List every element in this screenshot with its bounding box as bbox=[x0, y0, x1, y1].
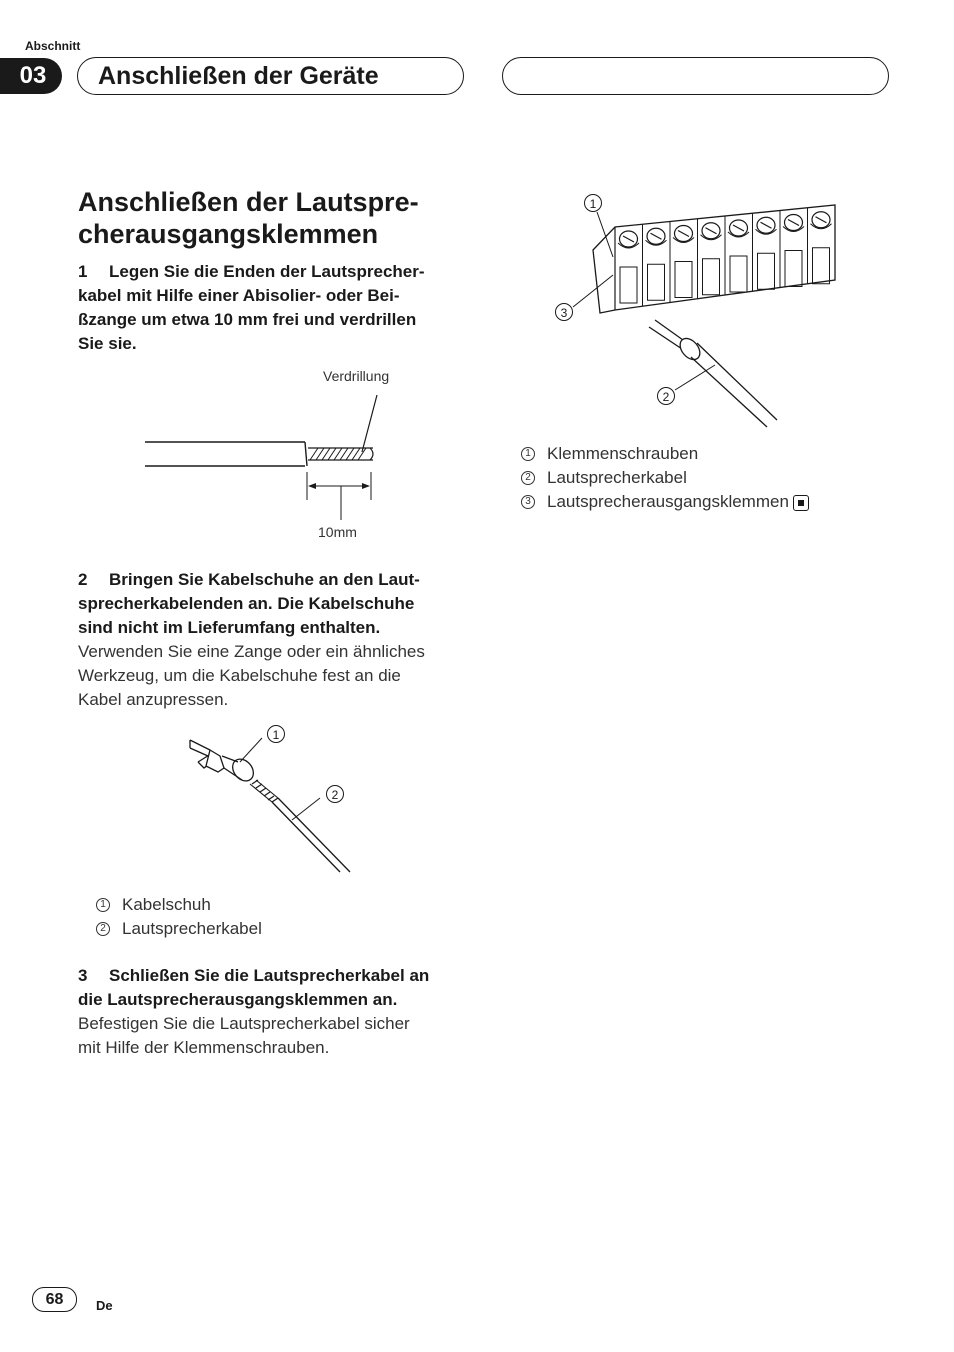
step-1-line: ßzange um etwa 10 mm frei und verdrillen bbox=[78, 310, 417, 329]
step-3 bbox=[78, 964, 463, 1012]
end-of-section-icon bbox=[793, 495, 809, 511]
legend-item bbox=[521, 490, 809, 514]
crimp-lug-figure bbox=[180, 722, 370, 882]
step-2-body-line: Verwenden Sie eine Zange oder ein ähnliches bbox=[78, 642, 425, 661]
step-2-line: sprecherkabelenden an. Die Kabelschuhe bbox=[78, 594, 415, 613]
legend-item bbox=[521, 442, 809, 466]
legend-number: 1 bbox=[521, 447, 535, 461]
legend-text: Kabelschuh bbox=[122, 895, 211, 914]
terminal-block-illustration bbox=[545, 185, 850, 435]
legend-item bbox=[96, 917, 262, 941]
step-1-line: kabel mit Hilfe einer Abisolier- oder Bei- bbox=[78, 286, 400, 305]
legend-number: 2 bbox=[521, 471, 535, 485]
step-2-body-line: Werkzeug, um die Kabelschuhe fest an die bbox=[78, 666, 401, 685]
legend-item bbox=[96, 893, 262, 917]
callout-1: 1 bbox=[272, 728, 280, 742]
step-3-body-line: mit Hilfe der Klemmenschrauben. bbox=[78, 1038, 330, 1057]
legend-number: 3 bbox=[521, 495, 535, 509]
step-2-body-line: Kabel anzupressen. bbox=[78, 690, 229, 709]
legend-number: 1 bbox=[96, 898, 110, 912]
page-heading bbox=[78, 186, 458, 250]
wire-strip-figure bbox=[140, 362, 410, 552]
figure-2-legend bbox=[96, 893, 262, 941]
step-1-line: Legen Sie die Enden der Lautsprecher- bbox=[109, 262, 425, 281]
step-number: 2 bbox=[78, 570, 88, 589]
step-3-line: Schließen Sie die Lautsprecherkabel an bbox=[109, 966, 430, 985]
page-number: 68 bbox=[32, 1287, 77, 1312]
header-empty-box bbox=[502, 57, 889, 95]
language-code: De bbox=[96, 1298, 113, 1313]
legend-item bbox=[521, 466, 809, 490]
step-2-line: Bringen Sie Kabelschuhe an den Laut- bbox=[109, 570, 420, 589]
verdrillung-label: Verdrillung bbox=[323, 368, 390, 384]
step-1 bbox=[78, 260, 463, 356]
step-number: 3 bbox=[78, 966, 88, 985]
step-3-body-line: Befestigen Sie die Lautsprecherkabel sicher bbox=[78, 1014, 410, 1033]
legend-text: Klemmenschrauben bbox=[547, 444, 699, 463]
crimp-lug-illustration bbox=[180, 722, 370, 882]
section-label: Abschnitt bbox=[25, 39, 81, 53]
legend-text: Lautsprecherausgangsklemmen bbox=[547, 492, 789, 511]
step-3-line: die Lautsprecherausgangsklemmen an. bbox=[78, 990, 398, 1009]
step-3-body bbox=[78, 1012, 463, 1060]
callout-2: 2 bbox=[331, 788, 339, 802]
callout-1: 1 bbox=[589, 197, 597, 211]
legend-text: Lautsprecherkabel bbox=[547, 468, 687, 487]
page-heading-line1: Anschließen der Lautspre- bbox=[78, 187, 419, 217]
callout-3: 3 bbox=[560, 306, 568, 320]
length-label: 10mm bbox=[318, 524, 357, 540]
section-title: Anschließen der Geräte bbox=[77, 57, 464, 95]
step-1-line: Sie sie. bbox=[78, 334, 137, 353]
step-2-line: sind nicht im Lieferumfang enthalten. bbox=[78, 618, 381, 637]
step-2-body bbox=[78, 640, 463, 712]
step-number: 1 bbox=[78, 262, 88, 281]
step-2 bbox=[78, 568, 463, 640]
legend-text: Lautsprecherkabel bbox=[122, 919, 262, 938]
terminal-block-figure bbox=[545, 185, 850, 435]
figure-3-legend bbox=[521, 442, 809, 514]
page-heading-line2: cherausgangsklemmen bbox=[78, 219, 379, 249]
callout-2: 2 bbox=[662, 390, 670, 404]
wire-strip-illustration bbox=[140, 362, 410, 552]
legend-number: 2 bbox=[96, 922, 110, 936]
section-number-badge: 03 bbox=[0, 58, 62, 94]
